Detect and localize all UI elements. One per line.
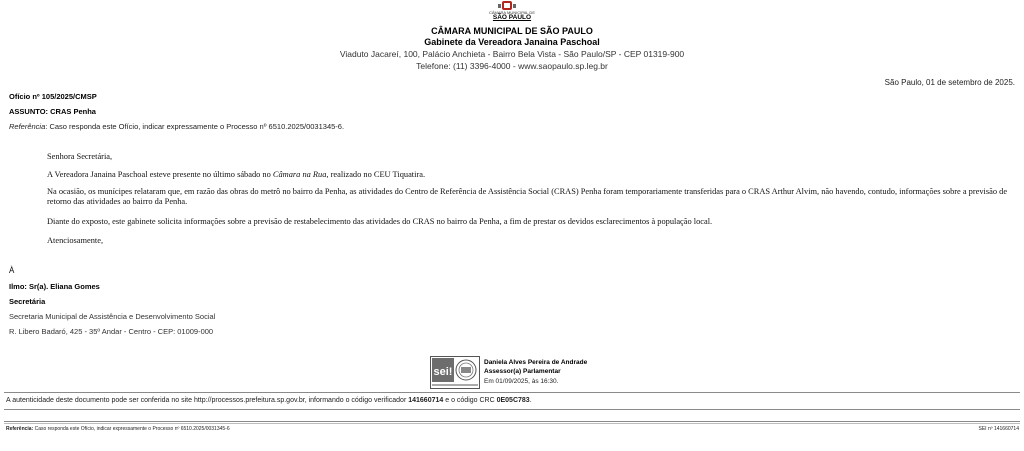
crc-code: 0E05C783 xyxy=(496,397,530,404)
footer-reference xyxy=(6,426,230,432)
signature-date: Em 01/09/2025, às 16:30. xyxy=(484,378,559,385)
divider xyxy=(4,409,1020,410)
recipient-to: À xyxy=(9,266,15,275)
paragraph-1-end: , realizado no CEU Tiquatira. xyxy=(326,170,426,179)
footer-reference-label: Referência: xyxy=(6,426,34,432)
authenticity-note xyxy=(6,397,532,404)
sei-signature-icon xyxy=(430,356,480,389)
paragraph-2: Na ocasião, os munícipes relataram que, em razão das obras do metrô no bairro da Penha, as atividades do Centro de Referência de Assistência Social (CRAS) Penha foram temporariamente transferidas para o CRAS Arthur Alvim, não havendo, contudo, informações sobre a previsão de retorno das atividades ao bairro da Penha. xyxy=(47,187,1008,206)
signer-role: Assessor(a) Parlamentar xyxy=(484,368,561,375)
divider xyxy=(4,421,1020,422)
crest-caption: CÂMARA MUNICIPAL DE xyxy=(488,10,535,15)
org-phone: Telefone: (11) 3396-4000 - www.saopaulo.sp.leg.br xyxy=(416,61,608,71)
reference-text: : Caso responda este Ofício, indicar expressamente o Processo nº 6510.2025/0031345-6. xyxy=(45,122,345,131)
recipient-title: Secretária xyxy=(9,297,46,306)
paragraph-3: Diante do exposto, este gabinete solicita informações sobre a previsão de restabelecimento das atividades do CRAS no bairro da Penha, a fim de prestar os devidos esclarecimentos à população local. xyxy=(47,217,713,226)
footer-sei-number: SEI nº 141660714 xyxy=(978,426,1019,432)
city-crest-icon xyxy=(496,1,518,10)
org-name: CÂMARA MUNICIPAL DE SÃO PAULO xyxy=(431,26,593,36)
authenticity-end: . xyxy=(529,397,532,404)
event-name: Câmara na Rua xyxy=(272,170,327,179)
authenticity-text: A autenticidade deste documento pode ser conferida no site http://processos.prefeitura.sp.gov.br, informando o código verificador xyxy=(6,397,409,404)
subject: ASSUNTO: CRAS Penha xyxy=(9,107,96,116)
reference xyxy=(9,122,344,131)
reference-label: Referência xyxy=(9,122,46,131)
crest-name: SÃO PAULO xyxy=(492,14,532,21)
paragraph-1-start: A Vereadora Janaina Paschoal esteve presente no último sábado no xyxy=(47,170,273,179)
footer-reference-text: Caso responda este Ofício, indicar expressamente o Processo nº 6510.2025/0031345-6 xyxy=(33,426,230,432)
verifier-code: 141660714 xyxy=(408,397,444,404)
greeting: Senhora Secretária, xyxy=(47,152,113,161)
divider xyxy=(4,392,1020,393)
paragraph-1 xyxy=(47,170,1017,180)
signer-name: Daniela Alves Pereira de Andrade xyxy=(484,359,588,366)
org-address: Viaduto Jacareí, 100, Palácio Anchieta - Bairro Bela Vista - São Paulo/SP - CEP 01319-900 xyxy=(339,49,685,59)
sei-logo-text: sei! xyxy=(433,366,453,378)
recipient-address: R. Libero Badaró, 425 - 35º Andar - Centro - CEP: 01009-000 xyxy=(9,327,214,336)
recipient-department: Secretaria Municipal de Assistência e Desenvolvimento Social xyxy=(9,312,216,321)
document-date: São Paulo, 01 de setembro de 2025. xyxy=(884,78,1015,87)
closing: Atenciosamente, xyxy=(47,236,104,245)
authenticity-middle: e o código CRC xyxy=(443,397,497,404)
recipient-name: Ilmo: Sr(a). Eliana Gomes xyxy=(9,282,100,291)
office-name: Gabinete da Vereadora Janaina Paschoal xyxy=(424,37,600,47)
oficio-number: Ofício nº 105/2025/CMSP xyxy=(9,92,97,101)
divider xyxy=(4,423,1020,424)
